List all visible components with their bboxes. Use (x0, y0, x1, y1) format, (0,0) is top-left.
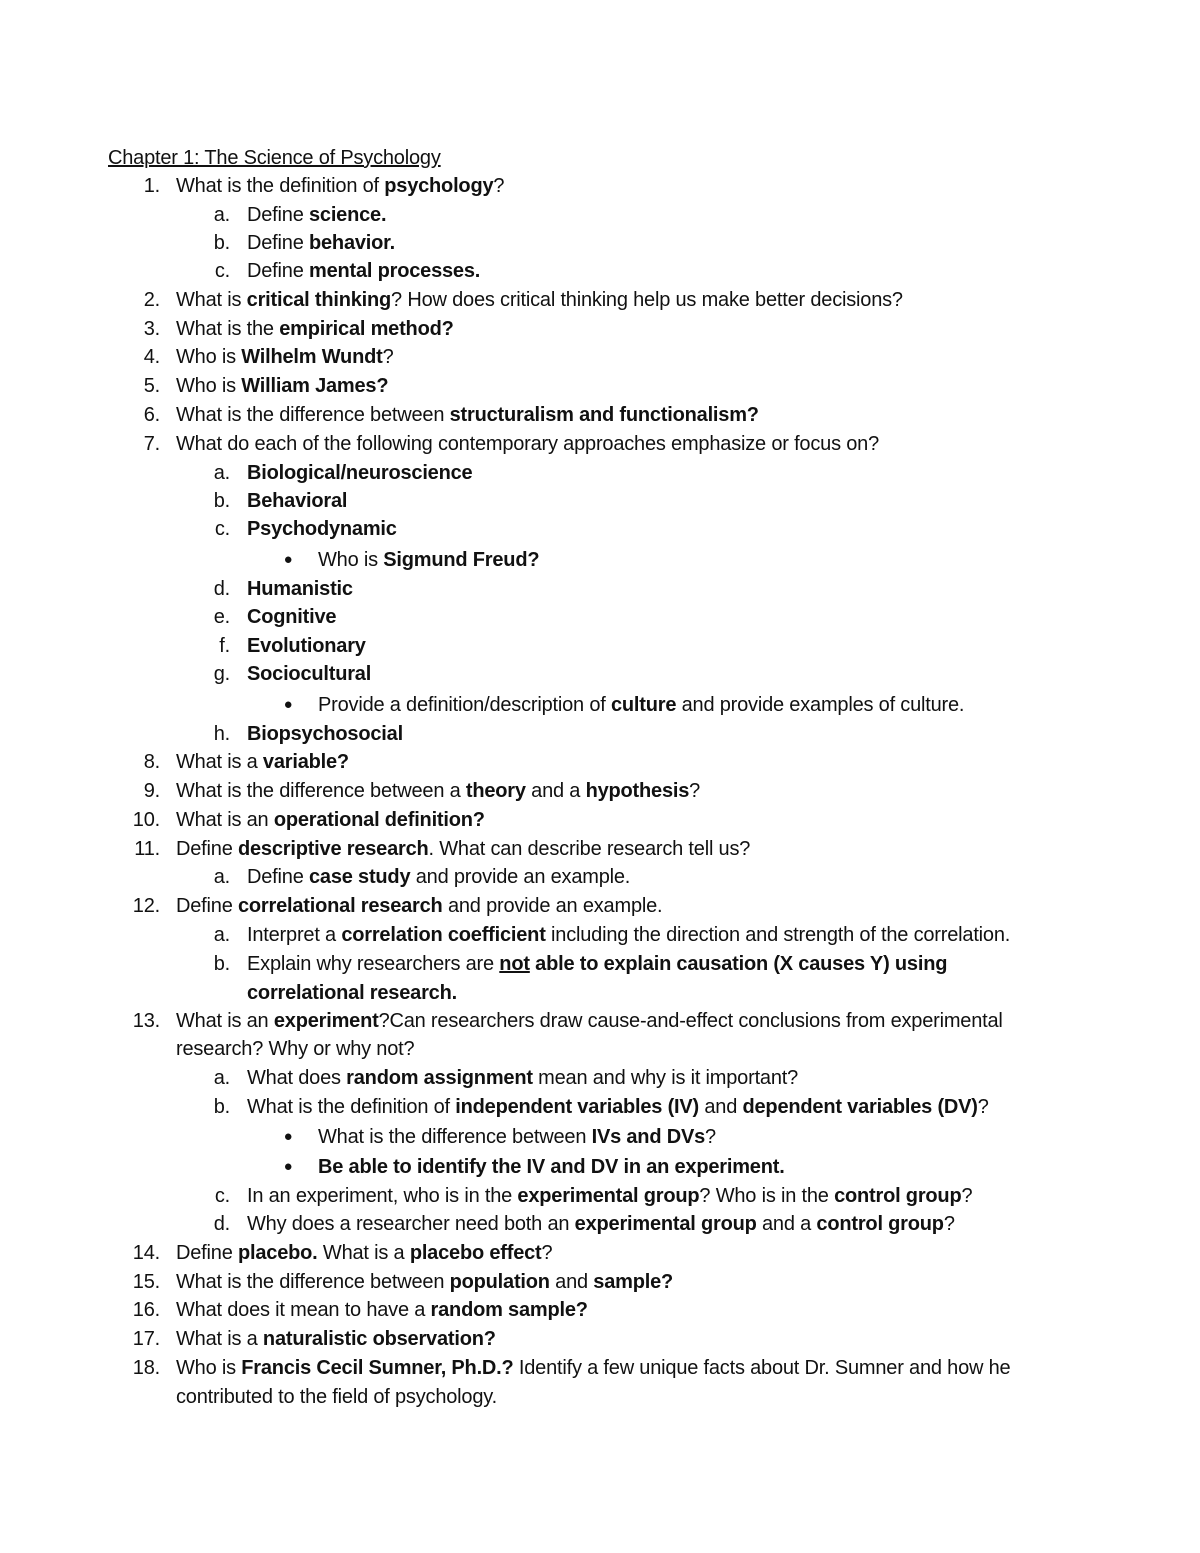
list-marker: d. (213, 578, 230, 600)
list-item-text (247, 488, 347, 514)
bold-term: science. (308, 204, 387, 226)
bold-term: placebo. (237, 1242, 318, 1264)
bold-term: Humanistic (247, 578, 353, 600)
bold-term: Cognitive (247, 606, 337, 628)
text-run: contributed to the field of psychology. (176, 1386, 497, 1408)
list-marker: 13. (132, 1010, 160, 1032)
list-item-text (318, 692, 964, 718)
list-item-level-2 (0, 1183, 1200, 1209)
text-run: ? (382, 346, 394, 368)
list-item-level-1 (0, 1326, 1200, 1352)
list-item-level-1 (0, 431, 1200, 457)
bold-term: correlational research (237, 895, 443, 917)
bold-term: hypothesis (585, 780, 690, 802)
list-item-level-2 (0, 951, 1200, 977)
list-item-level-1 (0, 778, 1200, 804)
bold-term: Wilhelm Wundt (241, 346, 383, 368)
list-item-text (247, 230, 395, 256)
list-item-level-2 (0, 661, 1200, 687)
list-item-level-2 (0, 460, 1200, 486)
text-run: Define (247, 260, 309, 282)
bullet-marker: ● (283, 1128, 293, 1145)
bold-term: culture (610, 694, 677, 716)
list-item-text (247, 1211, 955, 1237)
list-marker: 17. (132, 1328, 160, 1350)
text-run: Explain why researchers are (247, 953, 500, 975)
list-item-text (176, 1240, 552, 1266)
list-marker: 12. (132, 895, 160, 917)
text-run: mean and why is it important? (532, 1067, 799, 1089)
list-item-level-1 (0, 316, 1200, 342)
list-item-text (176, 1355, 1010, 1381)
list-item-text (176, 344, 394, 370)
bullet-marker: ● (283, 696, 293, 713)
bold-term: control group (834, 1185, 962, 1207)
list-item-level-1 (0, 173, 1200, 199)
list-marker: c. (214, 260, 230, 282)
list-marker: 11. (134, 838, 160, 860)
list-marker: 6. (143, 404, 160, 426)
list-marker: 10. (132, 809, 160, 831)
list-item-text (176, 893, 662, 919)
text-run: Identify a few unique facts about Dr. Sumner and how he (513, 1357, 1011, 1379)
bold-term: experimental group (574, 1213, 757, 1235)
list-item-text (247, 202, 386, 228)
list-marker: 3. (143, 318, 160, 340)
list-item-level-2 (0, 922, 1200, 948)
list-item-text (247, 951, 947, 977)
list-item-text (247, 1065, 798, 1091)
bold-term: random assignment (346, 1067, 533, 1089)
list-item-text (176, 431, 879, 457)
text-run: Who is (318, 549, 384, 571)
list-item-level-3 (0, 1124, 1200, 1150)
bold-term: Biopsychosocial (247, 723, 403, 745)
list-item-level-2 (0, 1211, 1200, 1237)
bold-term: random sample? (430, 1299, 588, 1321)
list-item-level-1 (0, 1036, 1200, 1062)
bold-term: Evolutionary (247, 635, 366, 657)
text-run: What is the difference between (176, 1271, 450, 1293)
list-item-text (176, 836, 750, 862)
list-marker: 14. (132, 1242, 160, 1264)
list-item-text (247, 516, 397, 542)
text-run: What is an (176, 809, 274, 831)
list-item-text (247, 576, 353, 602)
text-run: What do each of the following contemporary approaches emphasize or focus on? (176, 433, 879, 455)
bold-term: descriptive research (237, 838, 429, 860)
text-run: What does (247, 1067, 347, 1089)
bold-term: Psychodynamic (247, 518, 397, 540)
list-item-level-1 (0, 402, 1200, 428)
text-run: What is an (176, 1010, 274, 1032)
list-item-text (318, 1154, 785, 1180)
list-item-text (247, 922, 1010, 948)
list-marker: 4. (143, 346, 160, 368)
list-marker: 1. (143, 175, 160, 197)
list-item-level-1 (0, 893, 1200, 919)
list-marker: d. (213, 1213, 230, 1235)
bold-term: Francis Cecil Sumner, Ph.D.? (241, 1357, 514, 1379)
list-item-text (247, 633, 366, 659)
list-item-text (176, 1008, 1003, 1034)
list-item-level-1 (0, 807, 1200, 833)
bold-term: theory (465, 780, 526, 802)
list-marker: g. (213, 663, 230, 685)
list-item-level-1 (0, 749, 1200, 775)
bold-term: not (499, 953, 530, 975)
bold-term: sample? (593, 1271, 674, 1293)
list-item-level-2 (0, 1094, 1200, 1120)
list-item-level-3 (0, 692, 1200, 718)
text-run: ?Can researchers draw cause-and-effect conclusions from experimental (378, 1010, 1003, 1032)
text-run: Who is (176, 346, 242, 368)
bold-term: control group (816, 1213, 944, 1235)
list-item-text (318, 547, 539, 573)
bullet-marker: ● (283, 1158, 293, 1175)
bold-term: able to explain causation (X causes Y) using (529, 953, 948, 975)
list-item-level-2 (0, 488, 1200, 514)
list-item-text (176, 1269, 673, 1295)
bold-term: case study (308, 866, 411, 888)
list-item-level-2 (0, 1065, 1200, 1091)
text-run: . What can describe research tell us? (428, 838, 751, 860)
list-item-level-1 (0, 344, 1200, 370)
text-run: What is the difference between (176, 404, 450, 426)
list-item-level-2 (0, 633, 1200, 659)
text-run: Define (247, 232, 309, 254)
bold-term: independent variables (IV) (455, 1096, 699, 1118)
list-item-text (176, 778, 700, 804)
list-item-text (176, 287, 903, 313)
list-marker: a. (213, 204, 230, 226)
bold-term: operational definition? (273, 809, 485, 831)
bold-term: experiment (273, 1010, 379, 1032)
text-run: ? (961, 1185, 973, 1207)
list-marker: 5. (143, 375, 160, 397)
list-item-text (247, 1183, 972, 1209)
bold-term: mental processes. (308, 260, 481, 282)
list-item-level-2 (0, 516, 1200, 542)
bold-term: naturalistic observation? (262, 1328, 496, 1350)
bold-term: correlational research. (247, 982, 457, 1004)
bold-term: experimental group (517, 1185, 700, 1207)
bold-term: Biological/neuroscience (247, 462, 473, 484)
text-run: and (699, 1096, 743, 1118)
list-marker: b. (213, 1096, 230, 1118)
text-run: Define (247, 204, 309, 226)
text-run: What is (176, 289, 247, 311)
text-run: What is the definition of (176, 175, 385, 197)
list-marker: 2. (143, 289, 160, 311)
text-run: and (549, 1271, 594, 1293)
list-item-text (318, 1124, 716, 1150)
list-item-level-1 (0, 1297, 1200, 1323)
text-run: and provide examples of culture. (676, 694, 965, 716)
text-run: ? (493, 175, 505, 197)
text-run: including the direction and strength of the correlation. (545, 924, 1011, 946)
list-marker: b. (213, 490, 230, 512)
list-item-text (176, 373, 388, 399)
list-item-level-3 (0, 547, 1200, 573)
text-run: ? (977, 1096, 989, 1118)
list-item-text (176, 749, 349, 775)
bold-term: correlation coefficient (341, 924, 546, 946)
bold-term: Sigmund Freud? (383, 549, 540, 571)
list-item-text (176, 316, 454, 342)
text-run: ? (705, 1126, 716, 1148)
list-item-text (247, 604, 336, 630)
text-run: Define (176, 1242, 238, 1264)
bullet-marker: ● (283, 551, 293, 568)
list-marker: a. (213, 866, 230, 888)
list-item-level-3 (0, 1154, 1200, 1180)
list-item-text (247, 1094, 989, 1120)
list-marker: 15. (132, 1271, 160, 1293)
list-item-level-1 (0, 1240, 1200, 1266)
text-run: What is a (317, 1242, 410, 1264)
list-marker: 7. (143, 433, 160, 455)
text-run: ? How does critical thinking help us make better decisions? (391, 289, 903, 311)
text-run: What is a (176, 1328, 263, 1350)
list-item-text (247, 258, 480, 284)
text-run: What is the difference between a (176, 780, 466, 802)
list-item-level-2 (0, 604, 1200, 630)
text-run: and a (525, 780, 586, 802)
list-item-level-1 (0, 1355, 1200, 1381)
list-item-text (176, 402, 759, 428)
list-item-level-2 (0, 202, 1200, 228)
text-run: Define (247, 866, 309, 888)
list-item-level-1 (0, 1384, 1200, 1410)
list-item-text (247, 980, 457, 1006)
list-item-text (176, 1326, 496, 1352)
bold-term: structuralism and functionalism? (449, 404, 759, 426)
list-marker: 18. (132, 1357, 160, 1379)
list-item-level-2 (0, 230, 1200, 256)
list-marker: b. (213, 232, 230, 254)
text-run: ? (943, 1213, 955, 1235)
text-run: ? (689, 780, 701, 802)
list-marker: f. (219, 635, 230, 657)
list-item-level-1 (0, 373, 1200, 399)
list-item-text (176, 807, 485, 833)
list-marker: 8. (143, 751, 160, 773)
list-marker: e. (213, 606, 230, 628)
text-run: ? (541, 1242, 553, 1264)
list-marker: 16. (132, 1299, 160, 1321)
text-run: Who is (176, 1357, 242, 1379)
list-item-text (176, 1384, 497, 1410)
list-marker: a. (213, 1067, 230, 1089)
text-run: What is the difference between (318, 1126, 592, 1148)
list-item-level-1 (0, 1269, 1200, 1295)
list-item-text (247, 460, 472, 486)
list-item-text (247, 661, 371, 687)
bold-term: empirical method? (279, 318, 454, 340)
list-marker: c. (214, 1185, 230, 1207)
list-item-level-1 (0, 1008, 1200, 1034)
bold-term: William James? (241, 375, 389, 397)
chapter-title: Chapter 1: The Science of Psychology (108, 147, 441, 169)
text-run: ? Who is in the (699, 1185, 835, 1207)
text-run: What is the definition of (247, 1096, 456, 1118)
list-item-text (176, 1297, 588, 1323)
list-item-level-2 (0, 864, 1200, 890)
list-marker: b. (213, 953, 230, 975)
bold-term: critical thinking (246, 289, 392, 311)
list-marker: c. (214, 518, 230, 540)
text-run: Define (176, 838, 238, 860)
text-run: and a (756, 1213, 817, 1235)
list-item-level-2 (0, 980, 1200, 1006)
text-run: Provide a definition/description of (318, 694, 611, 716)
bold-term: Be able to identify the IV and DV in an experiment. (318, 1156, 785, 1178)
list-marker: a. (213, 462, 230, 484)
text-run: What is a (176, 751, 263, 773)
list-marker: 9. (143, 780, 160, 802)
list-item-text (176, 173, 504, 199)
bold-term: population (449, 1271, 550, 1293)
list-marker: a. (213, 924, 230, 946)
bold-term: psychology (384, 175, 494, 197)
bold-term: behavior. (308, 232, 395, 254)
list-item-level-1 (0, 836, 1200, 862)
text-run: Define (176, 895, 238, 917)
list-item-level-1 (0, 287, 1200, 313)
list-item-text (247, 864, 630, 890)
bold-term: Behavioral (247, 490, 348, 512)
bold-term: Sociocultural (247, 663, 372, 685)
bold-term: variable? (262, 751, 349, 773)
bold-term: placebo effect (409, 1242, 542, 1264)
list-item-level-2 (0, 258, 1200, 284)
text-run: Why does a researcher need both an (247, 1213, 575, 1235)
list-item-level-2 (0, 721, 1200, 747)
list-marker: h. (213, 723, 230, 745)
bold-term: IVs and DVs (591, 1126, 706, 1148)
list-item-text (176, 1036, 414, 1062)
text-run: and provide an example. (410, 866, 631, 888)
list-item-level-2 (0, 576, 1200, 602)
text-run: Who is (176, 375, 242, 397)
text-run: What is the (176, 318, 280, 340)
list-item-text (247, 721, 403, 747)
text-run: In an experiment, who is in the (247, 1185, 518, 1207)
bold-term: dependent variables (DV) (742, 1096, 978, 1118)
text-run: Interpret a (247, 924, 342, 946)
text-run: What does it mean to have a (176, 1299, 431, 1321)
text-run: and provide an example. (442, 895, 663, 917)
text-run: research? Why or why not? (176, 1038, 415, 1060)
